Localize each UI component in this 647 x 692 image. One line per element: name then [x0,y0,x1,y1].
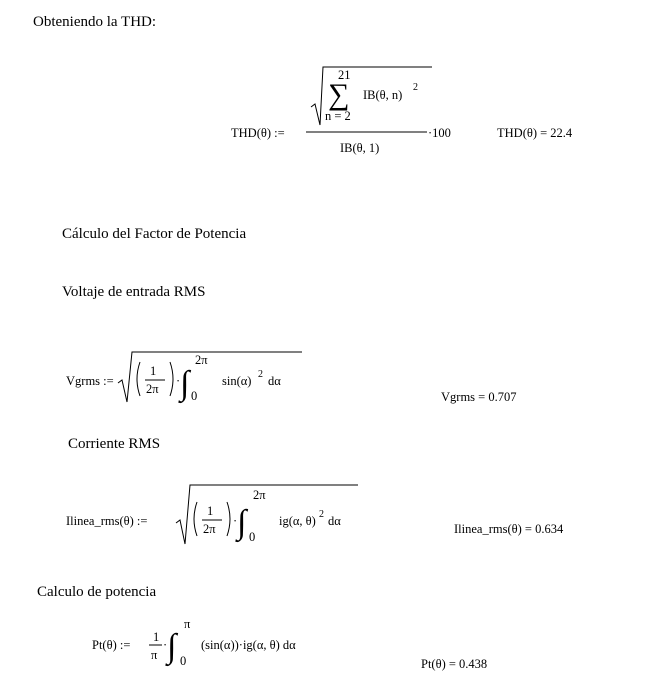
vrms-heading: Voltaje de entrada RMS [62,284,206,300]
vgrms-frac-den: 2π [146,382,159,396]
thd-factor: ·100 [428,126,451,140]
svg-text:·: · [176,374,181,388]
vgrms-upper-limit: 2π [195,353,208,367]
ilinea-lower-limit: 0 [249,530,256,544]
thd-sum-lower: n = 2 [325,109,351,123]
integral-symbol: ∫ [237,504,247,541]
pt-lower-limit: 0 [180,654,187,668]
thd-exponent: 2 [413,82,418,93]
thd-heading: Obteniendo la THD: [33,14,157,30]
vgrms-lhs: Vgrms := [66,374,114,388]
vgrms-integrand: sin(α) [222,374,252,388]
vgrms-result: Vgrms = 0.707 [441,390,517,404]
ilinea-integrand: ig(α, θ) [279,514,316,528]
pt-integrand: (sin(α))·ig(α, θ) dα [201,638,296,652]
vgrms-frac-num: 1 [150,364,157,378]
ilinea-frac-num: 1 [207,504,214,518]
ilinea-frac-den: 2π [203,522,216,536]
integral-symbol: ∫ [180,365,190,402]
power-factor-heading: Cálculo del Factor de Potencia [62,226,247,242]
thd-sum-upper: 21 [338,68,351,82]
sum-symbol: ∑ [328,78,350,111]
pt-result: Pt(θ) = 0.438 [421,657,488,671]
vgrms-exponent: 2 [258,369,263,380]
thd-sum-term: IB(θ, n) [363,88,403,102]
pt-upper-limit: π [184,617,191,631]
thd-denominator: IB(θ, 1) [340,141,380,155]
irms-heading: Corriente RMS [68,436,161,452]
pt-frac-den: π [151,648,158,662]
svg-text:·: · [163,638,168,652]
ilinea-differential: dα [328,514,341,528]
ilinea-exponent: 2 [319,509,324,520]
vgrms-lower-limit: 0 [191,389,198,403]
svg-text:·: · [233,514,238,528]
pt-frac-num: 1 [153,630,160,644]
vgrms-differential: dα [268,374,281,388]
power-heading: Calculo de potencia [37,584,157,600]
thd-result: THD(θ) = 22.4 [497,126,573,140]
thd-lhs: THD(θ) := [231,126,285,140]
pt-lhs: Pt(θ) := [92,638,131,652]
ilinea-lhs: Ilinea_rms(θ) := [66,514,148,528]
ilinea-result: Ilinea_rms(θ) = 0.634 [454,522,564,536]
integral-symbol: ∫ [167,628,177,665]
ilinea-upper-limit: 2π [253,488,266,502]
